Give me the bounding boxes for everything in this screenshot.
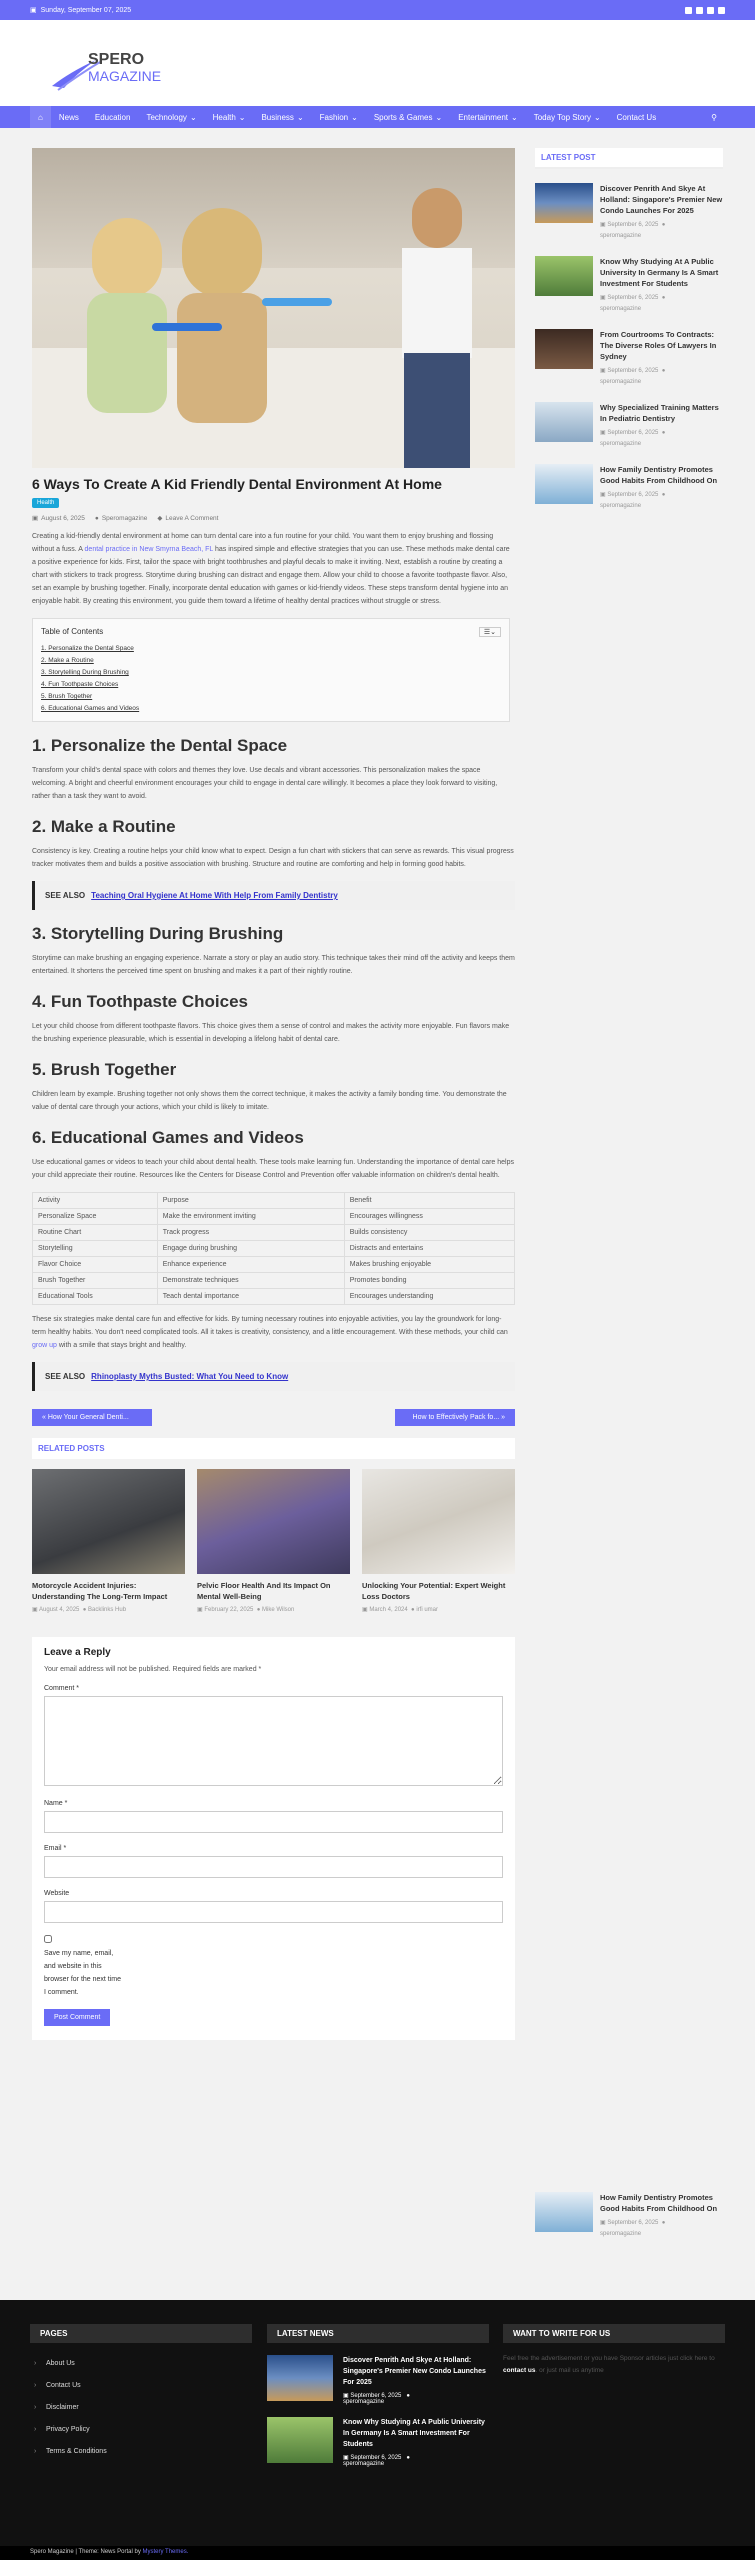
website-label: Website	[44, 1890, 70, 1897]
sidebar-post-image[interactable]	[535, 329, 593, 369]
site-footer	[0, 2300, 755, 2546]
user-icon: ●	[94, 514, 99, 522]
chevron-down-icon: ⌄	[189, 112, 197, 122]
related-posts	[32, 1469, 515, 1613]
related-post-card[interactable]	[32, 1469, 185, 1613]
related-post-image[interactable]	[362, 1469, 515, 1574]
section-heading: 4. Fun Toothpaste Choices	[32, 992, 248, 1011]
toc-title: Table of Contents	[41, 627, 104, 636]
sticky-sidebar-post[interactable]	[535, 2192, 723, 2240]
related-post-image[interactable]	[32, 1469, 185, 1574]
comment-icon: ◆	[157, 515, 163, 522]
section-paragraph: Consistency is key. Creating a routine helps your child know what to expect. Design a fun chart with stickers that can serve as rewards. This visual progress tracker motivates them and builds a positive association with brushing. Structure and routine are comforting and help in forming good habits.	[32, 848, 514, 868]
toc-item[interactable]: 6. Educational Games and Videos	[41, 705, 140, 712]
footer-link[interactable]: › Privacy Policy	[30, 2419, 252, 2441]
date-display	[30, 6, 131, 14]
post-date[interactable]: ▣ August 6, 2025	[32, 514, 85, 522]
footer-write-text: Feel free the advertisement or you have Sponsor articles just click here to contact us. or just mail us anytime	[503, 2355, 715, 2374]
related-post-meta: ▣ February 22, 2025 ● Mike Wilson	[197, 1607, 295, 1613]
footer-write-for-us	[503, 2324, 725, 2377]
sidebar-post[interactable]	[535, 402, 723, 450]
chevron-down-icon: ⌄	[511, 112, 518, 122]
email-label: Email *	[44, 1845, 67, 1852]
toc-item[interactable]: 5. Brush Together	[41, 693, 93, 700]
footer-link[interactable]: › Disclaimer	[30, 2397, 252, 2419]
footer-news-meta: ▣ September 6, 2025 ● speromagazine	[343, 2393, 411, 2405]
logo-text-bottom: MAGAZINE	[88, 68, 162, 84]
social-links	[685, 7, 725, 14]
footer-pages-title: PAGES	[30, 2324, 252, 2343]
website-input[interactable]	[44, 1901, 503, 1923]
nav-item-contact[interactable]: Contact Us	[616, 112, 657, 122]
article-column	[32, 148, 515, 2040]
footer-news-item[interactable]	[267, 2417, 489, 2467]
dental-practice-link[interactable]: dental practice in New Smyrna Beach, FL	[84, 546, 214, 553]
sidebar	[535, 148, 723, 2237]
sidebar-post-meta: ▣ September 6, 2025 ● speromagazine	[600, 222, 666, 239]
sidebar-post-meta: ▣ September 6, 2025 ● speromagazine	[600, 368, 666, 385]
toc-item[interactable]: 3. Storytelling During Brushing	[41, 669, 129, 676]
sidebar-post-title[interactable]: Know Why Studying At A Public University In Germany Is A Smart Investment For Students	[600, 257, 719, 288]
footer-link[interactable]: › Terms & Conditions	[30, 2441, 252, 2463]
calendar-icon: ▣	[32, 515, 39, 522]
sidebar-post-image[interactable]	[535, 402, 593, 442]
footer-news-image[interactable]	[267, 2417, 333, 2463]
table-of-contents	[32, 618, 510, 722]
related-post-meta: ▣ March 4, 2024 ● irfi umar	[362, 1607, 438, 1613]
sidebar-post-title[interactable]: How Family Dentistry Promotes Good Habits From Childhood On	[600, 465, 718, 485]
twitter-icon[interactable]	[696, 7, 703, 14]
table-row: Flavor Choice Enhance experience Makes brushing enjoyable	[33, 1257, 515, 1273]
footer-news-item[interactable]	[267, 2355, 489, 2405]
footer-news-meta: ▣ September 6, 2025 ● speromagazine	[343, 2455, 411, 2467]
chevron-down-icon: ⌄	[351, 112, 358, 122]
see-also-link[interactable]: Teaching Oral Hygiene At Home With Help From Family Dentistry	[91, 891, 338, 900]
section-paragraph: Use educational games or videos to teach your child about dental health. These tools make learning fun. Understanding the importance of dental care helps your child appreciate their routine. Resources like the Centers for Disease Control and Prevention offer valuable information on children's dental health.	[32, 1159, 515, 1179]
sidebar-post-title[interactable]: Why Specialized Training Matters In Pediatric Dentistry	[600, 403, 719, 423]
email-input[interactable]	[44, 1856, 503, 1878]
see-also-box: SEE ALSO Teaching Oral Hygiene At Home With Help From Family Dentistry	[32, 881, 515, 910]
toc-item[interactable]: 1. Personalize the Dental Space	[41, 645, 134, 652]
site-header	[0, 20, 755, 106]
sidebar-post-image[interactable]	[535, 464, 593, 504]
nav-item-business[interactable]: Business ⌄	[261, 112, 304, 122]
home-button[interactable]	[30, 106, 51, 128]
section-paragraph: Children learn by example. Brushing together not only shows them the correct technique, it makes the activity a family bonding time. You demonstrate the value of dental care through your actions, which your child is likely to imitate.	[32, 1091, 507, 1111]
chevron-down-icon: ⌄	[435, 112, 443, 122]
prev-post-button[interactable]: « How Your General Denti...	[32, 1409, 152, 1426]
sidebar-post-title[interactable]: Discover Penrith And Skye At Holland: Singapore's Premier New Condo Launches For 2025	[600, 184, 723, 215]
name-label: Name *	[44, 1800, 68, 1807]
comment-form	[32, 1637, 515, 2040]
sidebar-post-title[interactable]: From Courtrooms To Contracts: The Diverse Roles Of Lawyers In Sydney	[600, 330, 717, 361]
sidebar-post[interactable]	[535, 256, 723, 315]
logo-text-top: SPERO	[88, 51, 145, 68]
table-row: Activity Purpose Benefit	[33, 1193, 515, 1209]
category-badge[interactable]: Health	[32, 498, 59, 508]
search-icon[interactable]: ⚲	[711, 112, 717, 122]
related-post-title[interactable]: Pelvic Floor Health And Its Impact On Mental Well-Being	[197, 1581, 331, 1601]
featured-image	[32, 148, 515, 468]
sidebar-post-meta: ▣ September 6, 2025 ● speromagazine	[600, 492, 666, 509]
sidebar-post[interactable]	[535, 464, 723, 512]
reply-title: Leave a Reply	[44, 1647, 111, 1658]
section-paragraph: Storytime can make brushing an engaging experience. Narrate a story or play an audio story. This technique takes their mind off the activity and keeps them entertained. It shortens the perceived time spent on brushing and makes it a part of their nightly routine.	[32, 955, 515, 975]
table-row: Personalize Space Make the environment inviting Encourages willingness	[33, 1209, 515, 1225]
toc-item[interactable]: 2. Make a Routine	[41, 657, 94, 664]
youtube-icon[interactable]	[718, 7, 725, 14]
toc-item[interactable]: 4. Fun Toothpaste Choices	[41, 681, 119, 688]
instagram-icon[interactable]	[707, 7, 714, 14]
top-bar	[0, 0, 755, 20]
save-info-checkbox[interactable]	[44, 1935, 52, 1943]
footer-news-title-link[interactable]: Know Why Studying At A Public University In Germany Is A Smart Investment For Students	[343, 2419, 485, 2448]
post-navigation	[32, 1409, 515, 1426]
footer-news-title-link[interactable]: Discover Penrith And Skye At Holland: Singapore's Premier New Condo Launches For 2025	[343, 2357, 486, 2386]
related-post-image[interactable]	[197, 1469, 350, 1574]
intro-paragraph: Creating a kid-friendly dental environment at home can turn dental care into a fun routine for your child. You want them to enjoy brushing and flossing without a fuss. A dental practice in New Smyrna Beach, FL has inspired simple and effective strategies that you can use. These methods make dental care a positive experience for kids. First, tailor the space with bright toothbrushes and playful decals to make it inviting. Next, establish a routine by creating a chart with stickers to track progress. Storytime during brushing can distract and engage them. Allow your child to choose a favorite toothpaste flavor. Also, set an example by brushing together. Finally, incorporate dental education with games or kid-friendly videos. These steps transform dental hygiene into an enjoyable habit. By creating this environment, you guide them toward a lifetime of healthy dental practices without struggle or stress.	[32, 533, 510, 605]
related-post-meta: ▣ August 4, 2025 ● Backlinks Hub	[32, 1607, 127, 1613]
calendar-icon: ▣	[30, 7, 37, 14]
footer-link[interactable]: › Contact Us	[30, 2375, 252, 2397]
site-logo[interactable]	[50, 48, 180, 98]
nav-item-technology[interactable]: Technology ⌄	[146, 112, 197, 122]
nav-item-sports[interactable]: Sports & Games ⌄	[373, 112, 443, 122]
copyright-bar: Spero Magazine | Theme: News Portal by Mystery Themes.	[0, 2546, 755, 2560]
section-paragraph: Let your child choose from different toothpaste flavors. This choice gives them a sense of control and makes the activity more enjoyable. Fun flavors make the brushing experience pleasurable, which is essential in developing a lifelong habit of dental care.	[32, 1023, 510, 1043]
related-post-title[interactable]: Motorcycle Accident Injuries: Understanding The Long-Term Impact	[32, 1581, 168, 1601]
table-row: Storytelling Engage during brushing Distracts and entertains	[33, 1241, 515, 1257]
save-info-checkbox-row	[44, 1935, 124, 1999]
nav-item-entertainment[interactable]: Entertainment ⌄	[458, 112, 518, 122]
sidebar-post-image[interactable]	[535, 256, 593, 296]
save-info-label: Save my name, email, and website in this browser for the next time I comment.	[44, 1950, 122, 1996]
related-post-card[interactable]	[362, 1469, 515, 1613]
table-row: Brush Together Demonstrate techniques Promotes bonding	[33, 1273, 515, 1289]
sidebar-post[interactable]	[535, 329, 723, 388]
sidebar-post-title[interactable]: How Family Dentistry Promotes Good Habits From Childhood On	[600, 2193, 718, 2213]
contact-us-link[interactable]: contact us	[503, 2367, 536, 2374]
nav-item-fashion[interactable]: Fashion ⌄	[319, 112, 358, 122]
article-title: 6 Ways To Create A Kid Friendly Dental Environment At Home	[32, 476, 442, 492]
sidebar-post-meta: ▣ September 6, 2025 ● speromagazine	[600, 430, 666, 447]
post-comments[interactable]: ◆ Leave A Comment	[157, 514, 219, 522]
toc-toggle-icon[interactable]: ☰⌄	[479, 627, 501, 637]
chevron-down-icon: ⌄	[296, 112, 304, 122]
conclusion-paragraph: These six strategies make dental care fun and effective for kids. By turning necessary routines into enjoyable activities, you lay the groundwork for long-term healthy habits. You don't need complicated tools. All it takes is creativity, consistency, and a little encouragement. With these methods, your child can grow up with a smile that stays bright and healthy.	[32, 1316, 508, 1349]
nav-item-health[interactable]: Health ⌄	[212, 112, 246, 122]
section-paragraph: Transform your child's dental space with colors and themes they love. Use decals and vibrant accessories. This personalization makes the space welcoming. A bright and cheerful environment encourages your child to engage in dental care willingly. It becomes a place they look forward to visiting, rather than a task they want to avoid.	[32, 767, 498, 800]
section-heading: 5. Brush Together	[32, 1060, 177, 1079]
section-heading: 2. Make a Routine	[32, 817, 176, 836]
related-post-card[interactable]	[197, 1469, 350, 1613]
section-heading: 3. Storytelling During Brushing	[32, 924, 284, 943]
reply-note: Your email address will not be published. Required fields are marked *	[44, 1666, 262, 1673]
table-row: Routine Chart Track progress Builds consistency	[33, 1225, 515, 1241]
footer-link[interactable]: › About Us	[30, 2353, 252, 2375]
table-row: Educational Tools Teach dental importance Encourages understanding	[33, 1289, 515, 1305]
activity-table	[32, 1192, 515, 1305]
comment-textarea[interactable]	[44, 1696, 503, 1786]
sidebar-title: LATEST POST	[535, 148, 723, 169]
footer-write-title: WANT TO WRITE FOR US	[503, 2324, 725, 2343]
chevron-down-icon: ⌄	[593, 112, 601, 122]
sidebar-post-meta: ▣ September 6, 2025 ● speromagazine	[600, 295, 666, 312]
related-posts-title: RELATED POSTS	[32, 1438, 515, 1459]
see-also-box: SEE ALSO Rhinoplasty Myths Busted: What You Need to Know	[32, 1362, 515, 1391]
sidebar-post-image[interactable]	[535, 2192, 593, 2232]
nav-item-news[interactable]: News	[58, 112, 79, 122]
grow-up-link[interactable]: grow up	[32, 1342, 57, 1349]
chevron-down-icon: ⌄	[238, 112, 246, 122]
main-nav	[0, 106, 755, 128]
footer-news-title: LATEST NEWS	[267, 2324, 489, 2343]
footer-latest-news	[267, 2324, 489, 2467]
nav-item-top-story[interactable]: Today Top Story ⌄	[533, 112, 601, 122]
post-comment-button[interactable]: Post Comment	[44, 2009, 110, 2026]
sidebar-post-meta: ▣ September 6, 2025 ● speromagazine	[600, 2220, 666, 2237]
related-post-title[interactable]: Unlocking Your Potential: Expert Weight Loss Doctors	[362, 1581, 506, 1601]
sidebar-post-image[interactable]	[535, 183, 593, 223]
theme-author-link[interactable]: Mystery Themes.	[142, 2549, 189, 2555]
sidebar-post[interactable]	[535, 183, 723, 242]
name-input[interactable]	[44, 1811, 503, 1833]
next-post-button[interactable]: How to Effectively Pack fo... »	[395, 1409, 515, 1426]
footer-pages	[30, 2324, 252, 2463]
facebook-icon[interactable]	[685, 7, 692, 14]
post-author[interactable]: ● Speromagazine	[94, 514, 148, 522]
comment-label: Comment *	[44, 1685, 80, 1692]
date-text: Sunday, September 07, 2025	[40, 6, 132, 14]
see-also-link[interactable]: Rhinoplasty Myths Busted: What You Need to Know	[91, 1372, 289, 1381]
nav-item-education[interactable]: Education	[94, 112, 131, 122]
home-icon: ⌂	[38, 112, 43, 122]
footer-news-image[interactable]	[267, 2355, 333, 2401]
section-heading: 6. Educational Games and Videos	[32, 1128, 304, 1147]
section-heading: 1. Personalize the Dental Space	[32, 736, 288, 755]
article-meta	[32, 514, 515, 522]
